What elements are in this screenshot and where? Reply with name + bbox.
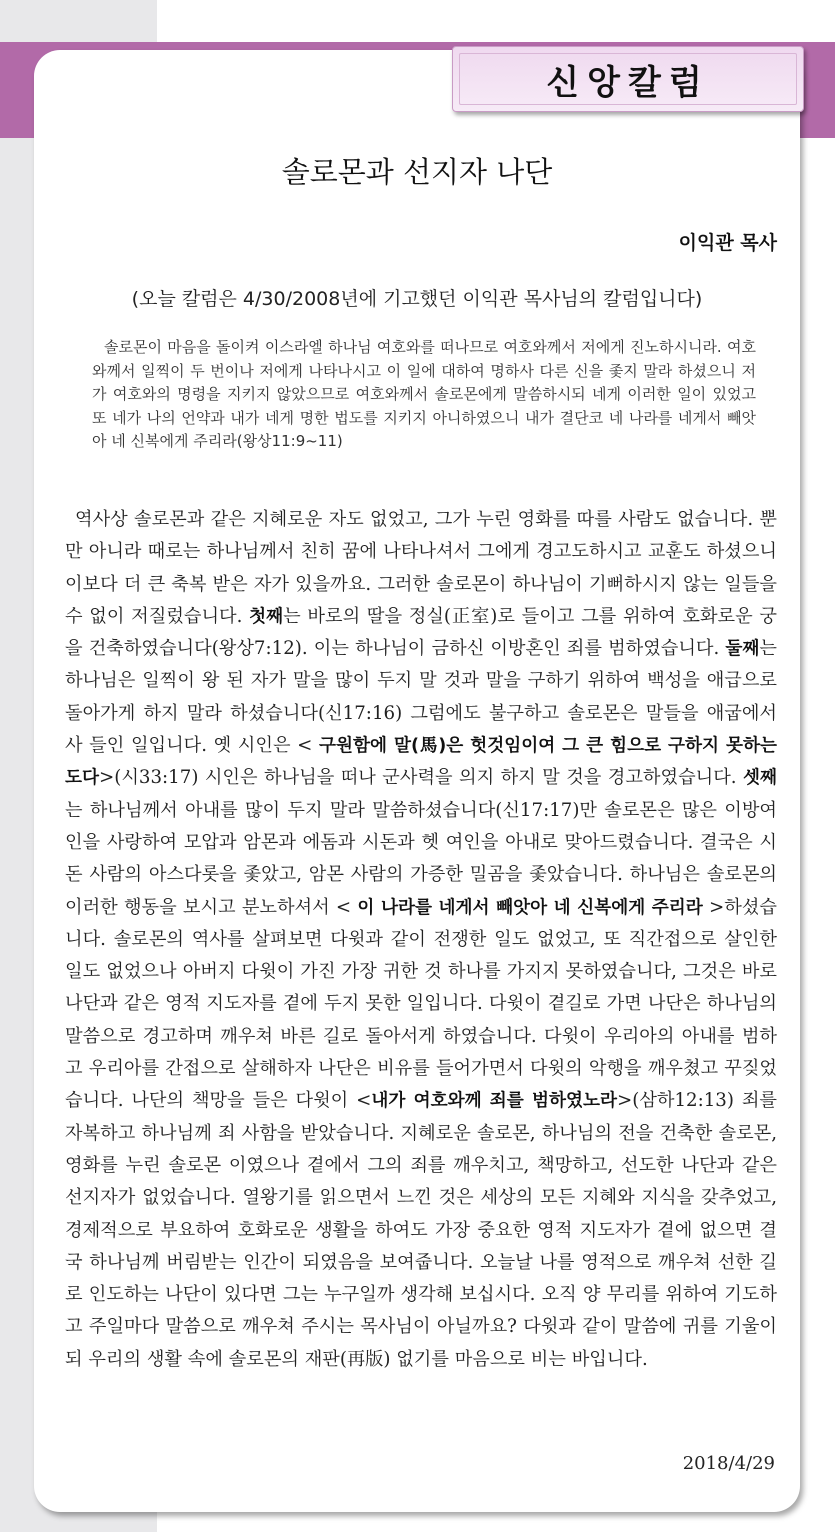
article-note: (오늘 칼럼은 4/30/2008년에 기고했던 이익관 목사님의 칼럼입니다) [131,288,703,310]
body-text: 역사상 솔로몬과 같은 지혜로운 자도 없었고, 그가 누린 영화를 따를 사람도 없습니다. 뿐만 아니라 때로는 하나님께서 친히 꿈에 나타나셔서 그에게 경고도하시고 교훈도 하셨으니 이보다 더 큰 축복 받은 자가 있을까요. 그러한 솔로몬이 하나님이 기뻐하시지 않는 일들을 수 없이 저질렀습니다. [65,509,777,627]
emphasis-text: 첫째 [249,606,284,627]
body-text: >(삼하12:13) 죄를 자복하고 하나님께 죄 사함을 받았습니다. 지혜로운 솔로몬, 하나님의 전을 건축한 솔로몬, 영화를 누린 솔로몬 이였으나 곁에서 그의 죄를 깨우치고, 책망하고, 선도한 나단과 같은 선지자가 없었습니다. 열왕기를 읽으면서 느낀 것은 세상의 모든 지혜와 지식을 갖추었고, 경제적으로 부요하여 호화로운 생활을 하여도 가장 중요한 영적 지도자가 곁에 없으면 결국 하나님께 버림받는 인간이 되였음을 보여줍니다. 오늘날 나를 영적으로 깨우쳐 선한 길로 인도하는 나단이 있다면 그는 누구일까 생각해 보십시다. 오직 양 무리를 위하여 기도하고 주일마다 말씀으로 깨우쳐 주시는 목사님이 아닐까요? 다윗과 같이 말씀에 귀를 기울이되 우리의 생활 속에 솔로몬의 재판(再版) 없기를 마음으로 비는 바입니다. [65,1090,777,1370]
body-text: 는 하나님은 일찍이 왕 된 자가 말을 많이 두지 말 것과 말을 구하기 위하여 백성을 애급으로 돌아가게 하지 말라 하셨습니다(신17:16) 그럼에도 불구하고 솔로몬은 말들을 애굽에서 사 들인 일입니다. 옛 시인은 < [65,638,777,757]
body-text: >하셨습니다. 솔로몬의 역사를 살펴보면 다윗과 같이 전쟁한 일도 없었고, 또 직간접으로 살인한 일도 없었으나 아버지 다윗이 가진 가장 귀한 것 하나를 가지지 못하였습니다, 그것은 바로 나단과 같은 영적 지도자를 곁에 두지 못한 일입니다. 다윗이 곁길로 가면 나단은 하나님의 말씀으로 경고하며 깨우쳐 바른 길로 돌아서게 하였습니다. 다윗이 우리아의 아내를 범하고 우리아를 간접으로 살해하자 나단은 비유를 들어가면서 다윗의 악행을 깨우쳤고 꾸짖었습니다. 나단의 책망을 들은 다윗이 < [65,896,777,1112]
column-category-tab [452,46,804,112]
article-title: 솔로몬과 선지자 나단 [281,155,553,189]
body-text: 는 바로의 딸을 정실(正室)로 들이고 그를 위하여 호화로운 궁을 건축하였습니다(왕상7:12). 이는 하나님이 금하신 이방혼인 죄를 범하였습니다. [65,605,777,660]
article-author: 이익관 목사 [678,232,777,254]
article-date: 2018/4/29 [682,1453,775,1474]
emphasis-text: 셋째 [743,768,777,789]
emphasis-text: 내가 여호와께 죄를 범하였노라 [371,1091,617,1112]
body-text: 는 하나님께서 아내를 많이 두지 말라 말씀하셨습니다(신17:17)만 솔로몬은 많은 이방여인을 사랑하여 모압과 암몬과 에돔과 시돈과 헷 여인을 아내로 맞아드렸습니다. 결국은 시돈 사람의 아스다롯을 좇았고, 암몬 사람의 가증한 밀곰을 좇았습니다. 하나님은 솔로몬의 이러한 행동을 보시고 분노하셔서 < [65,799,777,918]
emphasis-text: 이 나라를 네게서 빼앗아 네 신복에게 주리라 [357,897,703,918]
body-text: >(시33:17) 시인은 하나님을 떠나 군사력을 의지 하지 말 것을 경고하였습니다. [99,767,743,789]
emphasis-text: 구원함에 말(馬)은 헛것임이여 그 큰 힘으로 구하지 못하는도다 [65,736,777,789]
column-category-label: 신앙칼럼 [546,62,710,103]
article-body [65,504,777,1376]
emphasis-text: 둘째 [725,639,760,660]
scripture-quote: 솔로몬이 마음을 돌이켜 이스라엘 하나님 여호와를 떠나므로 여호와께서 저에게 진노하시니라. 여호와께서 일찍이 두 번이나 저에게 나타나시고 이 일에 대하여 명하사 다른 신을 좇지 말라 하셨으니 저가 여호와의 명령을 지키지 않았으므로 여호와께서 솔로몬에게 말씀하시되 네게 이러한 일이 있었고 또 네가 나의 언약과 내가 네게 명한 법도를 지키지 아니하였으니 내가 결단코 네 나라를 네게서 빼앗아 네 신복에게 주리라(왕상11:9~11) [92,338,756,450]
